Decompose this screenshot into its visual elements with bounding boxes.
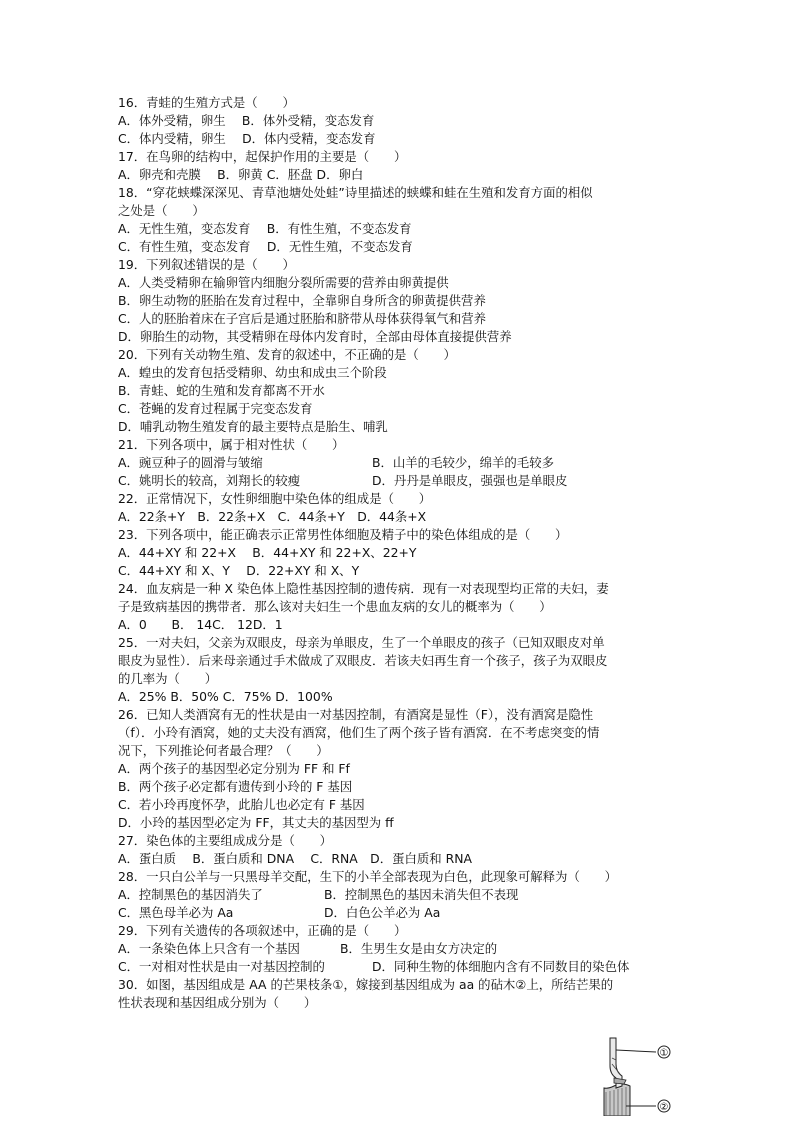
- q26-stem-line2: （f）．小玲有酒窝，她的丈夫没有酒窝，他们生了两个孩子皆有酒窝．在不考虑突变的情: [118, 725, 600, 740]
- q21-option-a: A．豌豆种子的圆滑与皱缩: [118, 455, 263, 470]
- q22-options-row1: A．22条+Y B．22条+X C．44条+Y D．44条+X: [118, 509, 427, 524]
- q16-stem: 16．青蛙的生殖方式是（ ）: [118, 95, 295, 110]
- q19-option-d: D．卵胎生的动物，其受精卵在母体内发育时，全部由母体直接提供营养: [118, 329, 512, 344]
- q21-options-row1: [118, 454, 684, 472]
- q26-option-a: A．两个孩子的基因型必定分别为 FF 和 Ff: [118, 761, 350, 776]
- q27-stem: 27．染色体的主要组成成分是（ ）: [118, 833, 333, 848]
- q17-stem: 17．在鸟卵的结构中，起保护作用的主要是（ ）: [118, 149, 407, 164]
- q18-stem-line2: 之处是（ ）: [118, 203, 205, 218]
- q25-stem-line3: 的几率为（ ）: [118, 671, 218, 686]
- q26-option-c: C．若小玲再度怀孕，此胎儿也必定有 F 基因: [118, 797, 365, 812]
- q27-options-row1: A．蛋白质 B．蛋白质和 DNA C．RNA D．蛋白质和 RNA: [118, 851, 472, 866]
- q29-options-row2: [118, 958, 684, 976]
- q19-option-b: B．卵生动物的胚胎在发育过程中，全靠卵自身所含的卵黄提供营养: [118, 293, 486, 308]
- q16-options-row2: C．体内受精，卵生 D．体内受精，变态发育: [118, 131, 376, 146]
- q23-stem: 23．下列各项中，能正确表示正常男性体细胞及精子中的染色体组成的是（ ）: [118, 527, 568, 542]
- figure-label-1: ①: [659, 1048, 669, 1059]
- q25-options-row1: A．25% B．50% C．75% D．100%: [118, 689, 333, 704]
- q17-options-row1: A．卵壳和壳膜 B．卵黄 C．胚盘 D．卵白: [118, 167, 364, 182]
- q16-options-row1: A．体外受精，卵生 B．体外受精，变态发育: [118, 113, 375, 128]
- q29-option-a: A．一条染色体上只含有一个基因: [118, 941, 300, 956]
- rootstock-drawing: [604, 1084, 630, 1116]
- leader-line-1: [616, 1050, 656, 1052]
- q26-stem-line3: 况下，下列推论何者最合理？（ ）: [118, 743, 329, 758]
- q28-stem: 28．一只白公羊与一只黑母羊交配，生下的小羊全部表现为白色，此现象可解释为（ ）: [118, 869, 618, 884]
- scion-drawing: [610, 1038, 626, 1088]
- q21-stem: 21．下列各项中，属于相对性状（ ）: [118, 437, 345, 452]
- q29-stem: 29．下列有关遗传的各项叙述中，正确的是（ ）: [118, 923, 407, 938]
- q25-stem-line2: 眼皮为显性）．后来母亲通过手术做成了双眼皮．若该夫妇再生育一个孩子，孩子为双眼皮: [118, 653, 608, 668]
- q28-options-row1: [118, 886, 684, 904]
- q21-option-d: D．丹丹是单眼皮，强强也是单眼皮: [372, 473, 568, 488]
- q18-options-row2: C．有性生殖，变态发育 D．无性生殖，不变态发育: [118, 239, 413, 254]
- q29-option-b: B．生男生女是由女方决定的: [340, 941, 498, 956]
- q18-options-row1: A．无性生殖，变态发育 B．有性生殖，不变态发育: [118, 221, 412, 236]
- q20-option-b: B．青蛙、蛇的生殖和发育都离不开水: [118, 383, 325, 398]
- q25-stem-line1: 25．一对夫妇，父亲为双眼皮，母亲为单眼皮，生了一个单眼皮的孩子（已知双眼皮对单: [118, 635, 605, 650]
- q29-option-d: D．同种生物的体细胞内含有不同数目的染色体: [372, 959, 630, 974]
- q23-options-row1: A．44+XY 和 22+X B．44+XY 和 22+X、22+Y: [118, 545, 417, 560]
- q20-stem: 20．下列有关动物生殖、发育的叙述中，不正确的是（ ）: [118, 347, 456, 362]
- q20-option-d: D．哺乳动物生殖发育的最主要特点是胎生、哺乳: [118, 419, 388, 434]
- q28-option-a: A．控制黑色的基因消失了: [118, 887, 263, 902]
- q28-option-c: C．黑色母羊必为 Aa: [118, 905, 234, 920]
- q19-option-c: C．人的胚胎着床在子宫后是通过胚胎和脐带从母体获得氧气和营养: [118, 311, 486, 326]
- q23-options-row2: C．44+XY 和 X、Y D．22+XY 和 X、Y: [118, 563, 360, 578]
- q21-options-row2: [118, 472, 684, 490]
- q24-stem-line2: 子是致病基因的携带者．那么该对夫妇生一个患血友病的女儿的概率为（ ）: [118, 599, 552, 614]
- q28-options-row2: [118, 904, 684, 922]
- q19-option-a: A．人类受精卵在输卵管内细胞分裂所需要的营养由卵黄提供: [118, 275, 449, 290]
- grafting-figure: [600, 1036, 680, 1116]
- figure-label-2: ②: [659, 1102, 669, 1113]
- q21-option-b: B．山羊的毛较少，绵羊的毛较多: [372, 455, 554, 470]
- q28-option-d: D．白色公羊必为 Aa: [324, 905, 441, 920]
- q26-option-b: B．两个孩子必定都有遗传到小玲的 F 基因: [118, 779, 353, 794]
- q24-stem-line1: 24．血友病是一种 X 染色体上隐性基因控制的遗传病．现有一对表现型均正常的夫妇，妻: [118, 581, 609, 596]
- q28-option-b: B．控制黑色的基因未消失但不表现: [324, 887, 519, 902]
- q26-stem-line1: 26．已知人类酒窝有无的性状是由一对基因控制，有酒窝是显性（F），没有酒窝是隐性: [118, 707, 594, 722]
- q21-option-c: C．姚明长的较高，刘翔长的较瘦: [118, 473, 301, 488]
- q24-options-row1: A．0 B． 14C． 12D．1: [118, 617, 283, 632]
- q19-stem: 19．下列叙述错误的是（ ）: [118, 257, 295, 272]
- q30-stem-line1: 30．如图，基因组成是 AA 的芒果枝条①，嫁接到基因组成为 aa 的砧木②上，所结芒果的: [118, 977, 614, 992]
- q26-option-d: D．小玲的基因型必定为 FF，其丈夫的基因型为 ff: [118, 815, 394, 830]
- q29-options-row1: [118, 940, 684, 958]
- q22-stem: 22．正常情况下，女性卵细胞中染色体的组成是（ ）: [118, 491, 432, 506]
- q30-stem-line2: 性状表现和基因组成分别为（ ）: [118, 995, 317, 1010]
- question-list: [118, 94, 684, 1012]
- q20-option-a: A．蝗虫的发育包括受精卵、幼虫和成虫三个阶段: [118, 365, 387, 380]
- q29-option-c: C．一对相对性状是由一对基因控制的: [118, 959, 325, 974]
- q20-option-c: C．苍蝇的发育过程属于完变态发育: [118, 401, 313, 416]
- q18-stem-line1: 18．“穿花蛱蝶深深见、青草池塘处处蛙”诗里描述的蛱蝶和蛙在生殖和发育方面的相似: [118, 185, 593, 200]
